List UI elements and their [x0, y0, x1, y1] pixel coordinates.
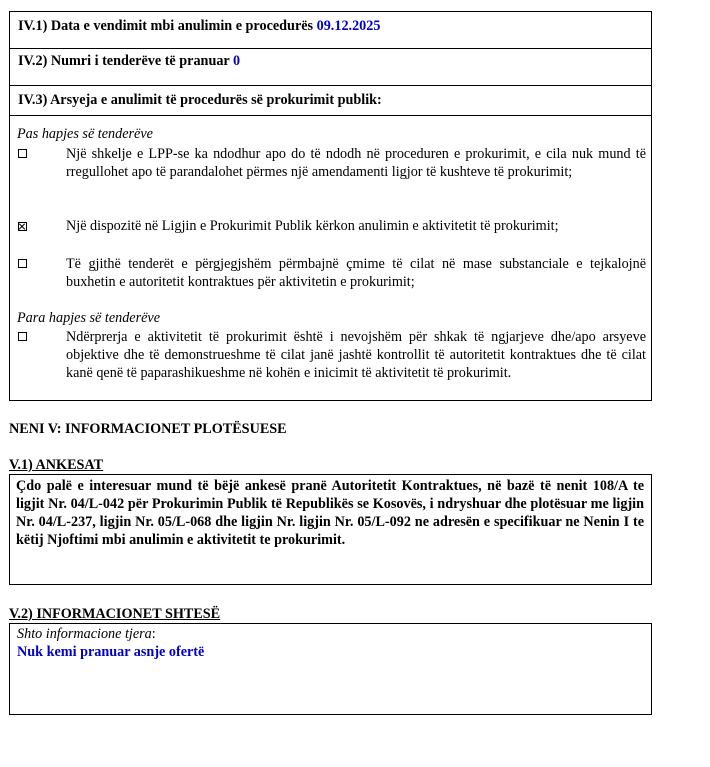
before-opening-title: Para hapjes së tenderëve: [17, 310, 161, 326]
tenders-received-row: [9, 48, 652, 86]
additional-info-value: Nuk kemi pranuar asnje ofertë: [17, 644, 205, 660]
after-opening-option-3-text: Të gjithë tenderët e përgjegjshëm përmbajnë çmime të cilat në mase substanciale e tejkalojnë buxhetin e autoritetit kontraktues për aktivitetin e prokurimit;: [66, 256, 646, 290]
cancellation-reason-heading: IV.3) Arsyeja e anulimit të procedurës së prokurimit publik:: [18, 92, 382, 108]
decision-date-row: [9, 11, 652, 49]
tenders-received-value: 0: [233, 53, 241, 69]
tenders-received-label: IV.2) Numri i tenderëve të pranuar: [18, 53, 230, 69]
after-opening-option-1-text: Një shkelje e LPP-se ka ndodhur apo do të ndodh në proceduren e prokurimit, e cila nuk mund të rregullohet apo të parandalohet përmes një amendamenti ligjor të kushteve të prokurimit;: [66, 146, 646, 180]
before-opening-option-1-text: Ndërprerja e aktivitetit të prokurimit është i nevojshëm për shkak të ngjarjeve dhe/apo arsyeve objektive dhe të demonstrueshme të cilat janë jashtë kontrollit të autoritetit kontraktues dhe të cilat kanë qenë të paparashikueshme në kohën e inicimit të aktivitetit të prokurimit.: [66, 329, 646, 381]
additional-info-box: [9, 623, 652, 715]
after-opening-option-3-checkbox[interactable]: [18, 259, 27, 268]
additional-info-heading: V.2) INFORMACIONET SHTESË: [9, 606, 221, 622]
decision-date-line: [18, 17, 380, 35]
before-opening-option-1-checkbox[interactable]: [18, 332, 27, 341]
additional-info-prompt: Shto informacione tjera: [17, 626, 152, 642]
after-opening-option-2-checkbox[interactable]: [18, 222, 27, 231]
complaints-text: Çdo palë e interesuar mund të bëjë ankesë pranë Autoritetit Kontraktues, në bazë të nenit 108/A te ligjit Nr. 04/L-042 për Prokurimin Publik të Republikës se Kosovës, i ndryshuar dhe plotësuar me ligjin Nr. 04/L-237, ligjin Nr. 05/L-068 dhe ligjin Nr. ligjin Nr. 05/L-092 ne adresën e specifikuar ne Nenin I te këtij Njoftimi mbi anulimin e aktivitetit te prokurimit.: [16, 478, 644, 548]
decision-date-label: IV.1) Data e vendimit mbi anulimin e procedurës: [18, 18, 314, 34]
section-v-title: NENI V: INFORMACIONET PLOTËSUESE: [9, 421, 287, 437]
decision-date-value: 09.12.2025: [316, 18, 381, 34]
tenders-received-line: [18, 52, 240, 70]
complaints-heading: V.1) ANKESAT: [9, 457, 104, 473]
cancellation-reason-box: [9, 85, 652, 401]
additional-info-prompt-line: [17, 625, 156, 643]
additional-info-prompt-colon: :: [151, 626, 156, 642]
after-opening-title: Pas hapjes së tenderëve: [17, 126, 153, 142]
complaints-box: [9, 474, 652, 585]
after-opening-option-2-text: Një dispozitë në Ligjin e Prokurimit Publik kërkon anulimin e aktivitetit të prokurimit;: [66, 218, 559, 234]
reason-heading-divider: [10, 115, 651, 116]
after-opening-option-1-checkbox[interactable]: [18, 149, 27, 158]
